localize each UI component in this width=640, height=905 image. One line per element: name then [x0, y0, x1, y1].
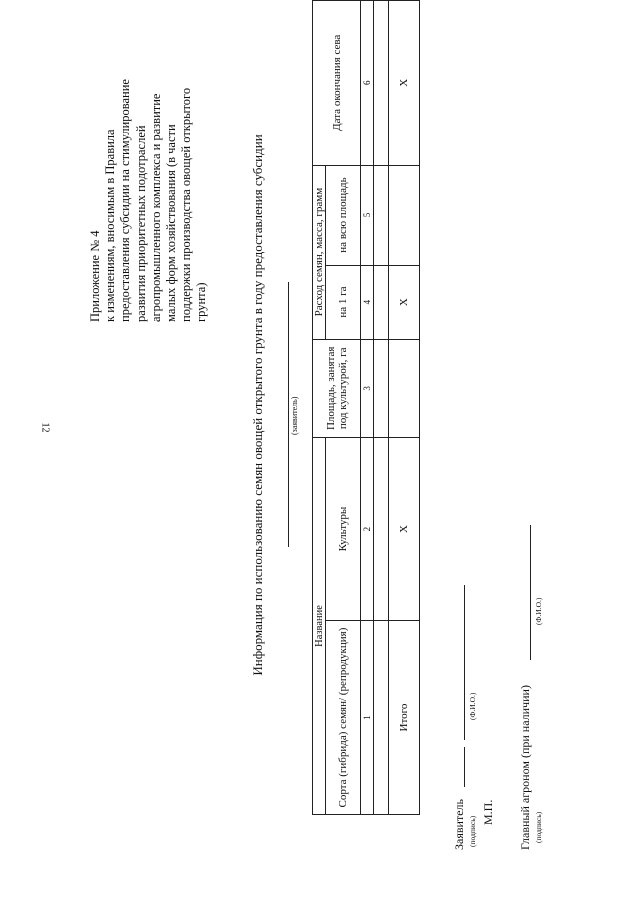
document-title: Информация по использованию семян овощей открытого грунта в году предоставления субсидии [250, 134, 265, 676]
header-area: Площадь, занятая под культурой, га [313, 339, 361, 437]
header-seed-consumption: Расход семян, масса, грамм [313, 165, 326, 339]
seed-usage-table [312, 0, 420, 815]
header-total-area: на всю площадь [326, 165, 361, 265]
header-sowing-end-date: Дата окончания сева [313, 1, 361, 166]
agronomist-fio-caption: (Ф.И.О.) [534, 597, 543, 625]
applicant-line [288, 282, 289, 547]
column-number: 4 [361, 265, 374, 339]
stamp-label: М.П. [481, 799, 495, 825]
column-number: 6 [361, 1, 374, 166]
appendix-line: предоставления субсидии на стимулирование [118, 79, 133, 322]
table-cell [374, 165, 389, 265]
signature-line [464, 747, 465, 787]
appendix-line: к изменениям, вносимым в Правила [103, 129, 118, 322]
appendix-header [88, 72, 210, 322]
fio-caption: (Ф.И.О.) [468, 692, 477, 720]
appendix-line: Приложение № 4 [88, 230, 102, 322]
total-x-mark: Х [389, 1, 420, 166]
column-number: 3 [361, 339, 374, 437]
column-number: 1 [361, 621, 374, 815]
header-per-ha: на 1 га [326, 265, 361, 339]
column-number: 2 [361, 437, 374, 620]
page-number: 12 [39, 422, 51, 433]
appendix-line: развития приоритетных подотраслей [133, 125, 148, 322]
appendix-line: агропромышленного комплекса и развитие [148, 93, 163, 322]
table-cell [374, 621, 389, 815]
total-x-mark: Х [389, 437, 420, 620]
table-cell [374, 265, 389, 339]
applicant-label: Заявитель [452, 799, 466, 850]
header-crop: Культуры [326, 437, 361, 620]
applicant-caption: (заявитель) [290, 396, 299, 435]
agronomist-line [530, 525, 531, 660]
total-area-cell [389, 339, 420, 437]
header-name: Название [313, 437, 326, 814]
table-cell [374, 1, 389, 166]
appendix-line: малых форм хозяйствования (в части [164, 124, 179, 322]
appendix-line: поддержки производства овощей открытого [179, 87, 194, 322]
agronomist-label: Главный агроном (при наличии) [518, 685, 532, 850]
table-cell [374, 339, 389, 437]
header-variety: Сорта (гибрида) семян/ (репродукция) [326, 621, 361, 815]
table-cell [374, 437, 389, 620]
appendix-line: грунта) [194, 282, 209, 322]
column-number: 5 [361, 165, 374, 265]
agronomist-signature-caption: (подпись) [534, 811, 543, 843]
total-seed-cell [389, 165, 420, 265]
total-x-mark: Х [389, 265, 420, 339]
fio-line [464, 585, 465, 740]
total-label: Итого [389, 621, 420, 815]
signature-caption: (подпись) [468, 815, 477, 847]
